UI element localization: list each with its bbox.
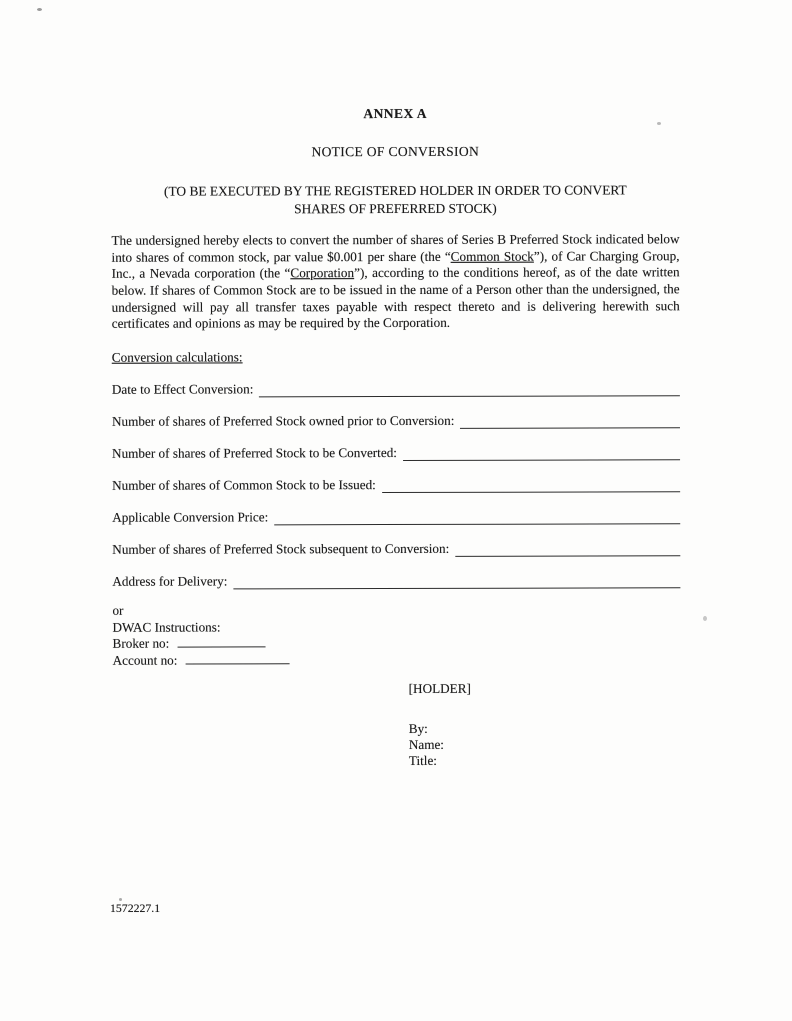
blank-fill-line bbox=[178, 635, 266, 647]
or-label: or bbox=[112, 603, 124, 619]
defined-term-common-stock: Common Stock bbox=[450, 248, 534, 264]
form-label: Number of shares of Preferred Stock owned prior to Conversion: bbox=[111, 412, 455, 429]
document-content bbox=[111, 105, 681, 770]
signature-by-label: By: bbox=[408, 720, 428, 736]
subtitle-line-2: SHARES OF PREFERRED STOCK) bbox=[294, 200, 497, 216]
blank-fill-line bbox=[259, 384, 680, 398]
paragraph-segment: The undersigned hereby elects to convert the number of shares of Series B Preferred Stock indicated below into shares of common stock, par value $0.001 per share (the “ bbox=[111, 231, 680, 265]
body-paragraph bbox=[111, 231, 679, 332]
signature-lines bbox=[409, 720, 681, 769]
document-title: NOTICE OF CONVERSION bbox=[311, 143, 480, 159]
form-label: Number of shares of Preferred Stock to be Converted: bbox=[112, 444, 397, 461]
annex-title: ANNEX A bbox=[363, 105, 427, 122]
form-row-shares-subsequent-to-conversion bbox=[112, 542, 680, 558]
blank-fill-line bbox=[186, 652, 290, 664]
form-label: Number of shares of Common Stock to be Issued: bbox=[112, 476, 376, 493]
account-number-row bbox=[113, 651, 681, 669]
blank-fill-line bbox=[460, 416, 680, 430]
broker-number-row bbox=[113, 634, 681, 652]
scan-artifact bbox=[37, 8, 42, 11]
form-row-common-stock-to-be-issued bbox=[112, 478, 680, 494]
form-label: Address for Delivery: bbox=[112, 573, 228, 589]
section-heading-conversion-calculations: Conversion calculations: bbox=[111, 349, 243, 365]
broker-number-label: Broker no: bbox=[112, 635, 170, 651]
signature-title-label: Title: bbox=[408, 752, 437, 768]
form-label: Applicable Conversion Price: bbox=[112, 509, 269, 525]
paragraph-segment: ”), of Car Charging Group, Inc., a Nevada corporation (the “ bbox=[111, 248, 680, 282]
document-control-number: 1572227.1 bbox=[110, 901, 161, 915]
paragraph-segment: ”), according to the conditions hereof, as of the date written below. If shares of Common Stock are to be issued in the name of a Person other than the undersigned, the undersigned will pay all transfer taxes payable with respect thereto and is delivering herewith such certificates and opinions as may be required by the Corporation. bbox=[111, 264, 680, 331]
dwac-heading: DWAC Instructions: bbox=[112, 619, 221, 635]
blank-fill-line bbox=[403, 448, 680, 462]
form-row-applicable-conversion-price bbox=[112, 510, 680, 526]
form-label: Date to Effect Conversion: bbox=[111, 381, 254, 397]
account-number-label: Account no: bbox=[112, 652, 178, 668]
form-label: Number of shares of Preferred Stock subsequent to Conversion: bbox=[112, 540, 450, 557]
holder-label: [HOLDER] bbox=[408, 680, 471, 696]
blank-fill-line bbox=[274, 512, 680, 526]
signature-block bbox=[409, 680, 681, 769]
form-row-date-to-effect-conversion bbox=[112, 382, 680, 398]
blank-fill-line bbox=[233, 576, 680, 590]
blank-fill-line bbox=[382, 480, 680, 494]
subtitle-line-1: (TO BE EXECUTED BY THE REGISTERED HOLDER IN ORDER TO CONVERT bbox=[164, 182, 627, 199]
document-subtitle bbox=[111, 181, 679, 217]
blank-fill-line bbox=[455, 544, 680, 558]
dwac-instructions-block bbox=[112, 602, 680, 669]
signature-name-label: Name: bbox=[408, 736, 444, 752]
form-row-shares-owned-prior bbox=[112, 414, 680, 430]
form-row-address-for-delivery bbox=[112, 574, 680, 590]
defined-term-corporation: Corporation bbox=[290, 265, 355, 281]
form-row-shares-to-be-converted bbox=[112, 446, 680, 462]
scan-artifact bbox=[703, 616, 707, 621]
